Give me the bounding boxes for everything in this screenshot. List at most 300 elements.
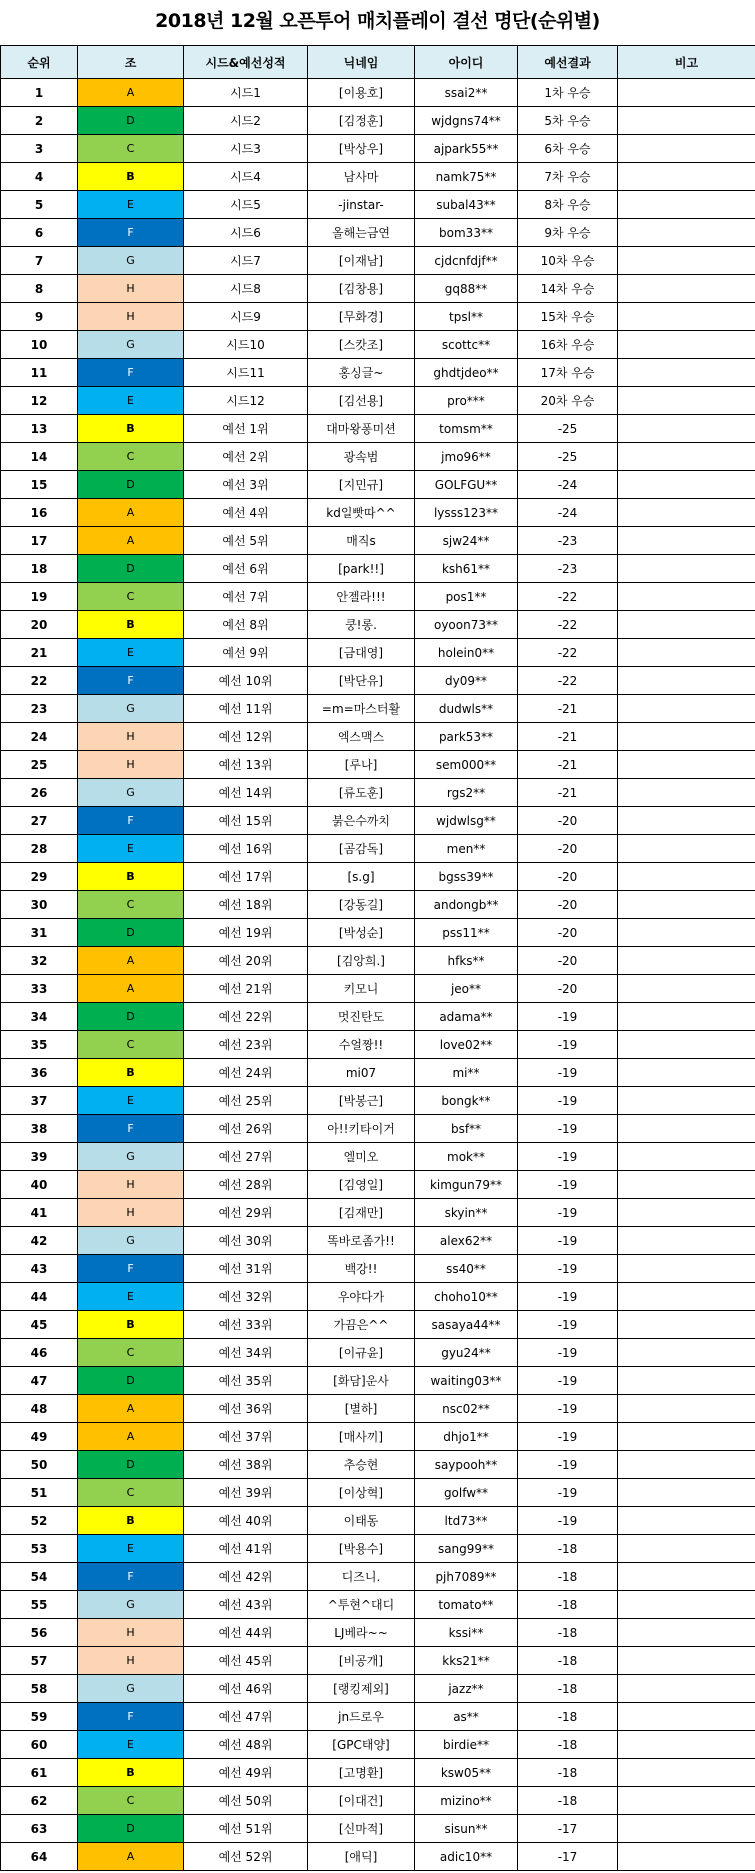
table-row [1,1339,755,1367]
seed-cell: 예선 41위 [184,1535,308,1563]
note-cell [618,1395,755,1423]
nickname-cell: 엘미오 [308,1143,415,1171]
table-row [1,415,755,443]
rank-cell: 52 [1,1507,78,1535]
table-row [1,1535,755,1563]
rank-cell: 22 [1,667,78,695]
nickname-cell: [매사끼] [308,1423,415,1451]
rank-cell: 13 [1,415,78,443]
id-cell: tomsm** [415,415,518,443]
rank-cell: 33 [1,975,78,1003]
rank-cell: 45 [1,1311,78,1339]
note-cell [618,1283,755,1311]
result-cell: -19 [518,1199,618,1227]
id-cell: holein0** [415,639,518,667]
group-cell: C [78,1031,184,1059]
id-cell: birdie** [415,1731,518,1759]
result-cell: -20 [518,863,618,891]
seed-cell: 시드3 [184,135,308,163]
rank-cell: 10 [1,331,78,359]
seed-cell: 예선 39위 [184,1479,308,1507]
group-cell: G [78,779,184,807]
seed-cell: 시드1 [184,79,308,107]
id-cell: ksh61** [415,555,518,583]
group-cell: E [78,191,184,219]
note-cell [618,1451,755,1479]
rank-cell: 48 [1,1395,78,1423]
result-cell: 16차 우승 [518,331,618,359]
nickname-cell: [박성순] [308,919,415,947]
rank-cell: 63 [1,1815,78,1843]
group-cell: A [78,527,184,555]
table-row [1,555,755,583]
group-cell: D [78,919,184,947]
result-cell: -20 [518,807,618,835]
nickname-cell: 안젤라!!! [308,583,415,611]
table-row [1,303,755,331]
nickname-cell: [김영일] [308,1171,415,1199]
table-row [1,751,755,779]
id-cell: kssi** [415,1619,518,1647]
result-cell: -20 [518,891,618,919]
result-cell: -19 [518,1143,618,1171]
result-cell: -19 [518,1003,618,1031]
note-cell [618,443,755,471]
nickname-cell: [루나] [308,751,415,779]
result-cell: 5차 우승 [518,107,618,135]
group-cell: B [78,163,184,191]
note-cell [618,499,755,527]
group-cell: F [78,1115,184,1143]
table-row [1,975,755,1003]
table-row [1,1731,755,1759]
group-cell: D [78,555,184,583]
group-cell: A [78,1395,184,1423]
note-cell [618,1591,755,1619]
result-cell: -24 [518,471,618,499]
table-row [1,471,755,499]
note-cell [618,471,755,499]
result-cell: -22 [518,667,618,695]
result-cell: -20 [518,919,618,947]
rank-cell: 12 [1,387,78,415]
rank-cell: 35 [1,1031,78,1059]
table-row [1,639,755,667]
rank-cell: 18 [1,555,78,583]
table-body [1,79,755,1871]
seed-cell: 예선 13위 [184,751,308,779]
nickname-cell: [애딕] [308,1843,415,1871]
seed-cell: 예선 28위 [184,1171,308,1199]
id-cell: gq88** [415,275,518,303]
rank-cell: 58 [1,1675,78,1703]
id-cell: ltd73** [415,1507,518,1535]
rank-cell: 64 [1,1843,78,1871]
table-row [1,611,755,639]
nickname-cell: 남사마 [308,163,415,191]
note-cell [618,415,755,443]
id-cell: park53** [415,723,518,751]
group-cell: A [78,975,184,1003]
seed-cell: 예선 17위 [184,863,308,891]
result-cell: 7차 우승 [518,163,618,191]
nickname-cell: 매직s [308,527,415,555]
result-cell: 14차 우승 [518,275,618,303]
group-cell: F [78,1255,184,1283]
result-cell: -20 [518,835,618,863]
id-cell: love02** [415,1031,518,1059]
note-cell [618,1311,755,1339]
table-row [1,443,755,471]
result-cell: -25 [518,443,618,471]
result-cell: -19 [518,1507,618,1535]
table-row [1,947,755,975]
seed-cell: 예선 1위 [184,415,308,443]
note-cell [618,275,755,303]
note-cell [618,779,755,807]
id-cell: men** [415,835,518,863]
id-cell: dhjo1** [415,1423,518,1451]
note-cell [618,1367,755,1395]
id-cell: pro*** [415,387,518,415]
nickname-cell: [고명환] [308,1759,415,1787]
result-cell: -18 [518,1731,618,1759]
nickname-cell: kd일빳따^^ [308,499,415,527]
rank-cell: 38 [1,1115,78,1143]
id-cell: bongk** [415,1087,518,1115]
table-row [1,247,755,275]
group-cell: A [78,947,184,975]
group-cell: F [78,1563,184,1591]
result-cell: -18 [518,1619,618,1647]
seed-cell: 예선 52위 [184,1843,308,1871]
rank-cell: 27 [1,807,78,835]
rank-cell: 30 [1,891,78,919]
note-cell [618,1759,755,1787]
id-cell: scottc** [415,331,518,359]
seed-cell: 예선 25위 [184,1087,308,1115]
id-cell: ss40** [415,1255,518,1283]
id-cell: dudwls** [415,695,518,723]
note-cell [618,1423,755,1451]
id-cell: lysss123** [415,499,518,527]
header-id: 아이디 [415,46,518,79]
id-cell: sem000** [415,751,518,779]
result-cell: -19 [518,1283,618,1311]
result-cell: 1차 우승 [518,79,618,107]
group-cell: D [78,471,184,499]
table-row [1,835,755,863]
nickname-cell: jn드로우 [308,1703,415,1731]
seed-cell: 시드6 [184,219,308,247]
seed-cell: 예선 5위 [184,527,308,555]
group-cell: F [78,359,184,387]
seed-cell: 예선 27위 [184,1143,308,1171]
note-cell [618,1703,755,1731]
table-row [1,1647,755,1675]
id-cell: rgs2** [415,779,518,807]
group-cell: H [78,1619,184,1647]
table-row [1,1255,755,1283]
id-cell: mok** [415,1143,518,1171]
note-cell [618,1787,755,1815]
result-cell: -19 [518,1339,618,1367]
group-cell: G [78,1143,184,1171]
result-cell: -19 [518,1395,618,1423]
seed-cell: 시드2 [184,107,308,135]
rank-cell: 56 [1,1619,78,1647]
nickname-cell: 똑바로좀가!! [308,1227,415,1255]
result-cell: -22 [518,583,618,611]
header-row [1,46,755,79]
table-row [1,1087,755,1115]
seed-cell: 예선 9위 [184,639,308,667]
seed-cell: 예선 37위 [184,1423,308,1451]
nickname-cell: [무화경] [308,303,415,331]
table-row [1,807,755,835]
seed-cell: 예선 24위 [184,1059,308,1087]
note-cell [618,1087,755,1115]
nickname-cell: [이규윤] [308,1339,415,1367]
seed-cell: 예선 32위 [184,1283,308,1311]
id-cell: gyu24** [415,1339,518,1367]
note-cell [618,1199,755,1227]
table-row [1,1367,755,1395]
group-cell: G [78,331,184,359]
group-cell: B [78,611,184,639]
group-cell: F [78,667,184,695]
id-cell: wjdwlsg** [415,807,518,835]
seed-cell: 시드9 [184,303,308,331]
rank-cell: 54 [1,1563,78,1591]
seed-cell: 시드7 [184,247,308,275]
group-cell: F [78,1703,184,1731]
note-cell [618,1003,755,1031]
rank-cell: 19 [1,583,78,611]
result-cell: -19 [518,1087,618,1115]
note-cell [618,807,755,835]
rank-cell: 16 [1,499,78,527]
rank-cell: 42 [1,1227,78,1255]
seed-cell: 시드11 [184,359,308,387]
result-cell: -19 [518,1255,618,1283]
seed-cell: 예선 36위 [184,1395,308,1423]
note-cell [618,975,755,1003]
group-cell: A [78,79,184,107]
id-cell: ksw05** [415,1759,518,1787]
rank-cell: 5 [1,191,78,219]
table-row [1,891,755,919]
rank-cell: 26 [1,779,78,807]
result-cell: -24 [518,499,618,527]
result-cell: -23 [518,527,618,555]
note-cell [618,611,755,639]
result-cell: -18 [518,1675,618,1703]
result-cell: 9차 우승 [518,219,618,247]
result-cell: -19 [518,1479,618,1507]
seed-cell: 예선 49위 [184,1759,308,1787]
group-cell: B [78,1059,184,1087]
seed-cell: 예선 6위 [184,555,308,583]
group-cell: E [78,1087,184,1115]
rank-cell: 28 [1,835,78,863]
nickname-cell: [김창용] [308,275,415,303]
seed-cell: 예선 23위 [184,1031,308,1059]
rank-cell: 46 [1,1339,78,1367]
rank-cell: 36 [1,1059,78,1087]
group-cell: E [78,835,184,863]
group-cell: D [78,1003,184,1031]
nickname-cell: [곰감독] [308,835,415,863]
seed-cell: 예선 18위 [184,891,308,919]
seed-cell: 예선 43위 [184,1591,308,1619]
result-cell: -18 [518,1759,618,1787]
result-cell: -21 [518,751,618,779]
result-cell: -20 [518,975,618,1003]
nickname-cell: =m=마스터활 [308,695,415,723]
nickname-cell: 아!!키타이거 [308,1115,415,1143]
table-row [1,1143,755,1171]
rank-cell: 37 [1,1087,78,1115]
nickname-cell: 붉은수까치 [308,807,415,835]
note-cell [618,1815,755,1843]
result-cell: -23 [518,555,618,583]
seed-cell: 예선 33위 [184,1311,308,1339]
group-cell: C [78,1787,184,1815]
seed-cell: 예선 50위 [184,1787,308,1815]
seed-cell: 예선 22위 [184,1003,308,1031]
group-cell: D [78,1451,184,1479]
seed-cell: 예선 34위 [184,1339,308,1367]
group-cell: F [78,807,184,835]
result-cell: -19 [518,1031,618,1059]
result-cell: -19 [518,1115,618,1143]
result-cell: -18 [518,1563,618,1591]
nickname-cell: 올해는금연 [308,219,415,247]
seed-cell: 예선 15위 [184,807,308,835]
seed-cell: 예선 10위 [184,667,308,695]
rank-cell: 20 [1,611,78,639]
nickname-cell: [스캇조] [308,331,415,359]
seed-cell: 예선 2위 [184,443,308,471]
note-cell [618,1647,755,1675]
id-cell: sisun** [415,1815,518,1843]
nickname-cell: 키모니 [308,975,415,1003]
rank-cell: 40 [1,1171,78,1199]
group-cell: B [78,415,184,443]
nickname-cell: 멋진탄도 [308,1003,415,1031]
id-cell: choho10** [415,1283,518,1311]
nickname-cell: [이대건] [308,1787,415,1815]
nickname-cell: 홍싱글~ [308,359,415,387]
table-row [1,275,755,303]
note-cell [618,331,755,359]
group-cell: E [78,639,184,667]
id-cell: sjw24** [415,527,518,555]
nickname-cell: [김앙희.] [308,947,415,975]
header-nickname: 닉네임 [308,46,415,79]
id-cell: GOLFGU** [415,471,518,499]
note-cell [618,1059,755,1087]
header-seed: 시드&예선성적 [184,46,308,79]
note-cell [618,1507,755,1535]
table-row [1,1787,755,1815]
group-cell: A [78,499,184,527]
result-cell: -18 [518,1535,618,1563]
table-row [1,79,755,107]
nickname-cell: 우야다가 [308,1283,415,1311]
rank-cell: 59 [1,1703,78,1731]
rank-cell: 60 [1,1731,78,1759]
group-cell: E [78,1535,184,1563]
seed-cell: 예선 47위 [184,1703,308,1731]
rank-cell: 62 [1,1787,78,1815]
nickname-cell: [류도훈] [308,779,415,807]
note-cell [618,247,755,275]
table-row [1,1423,755,1451]
nickname-cell: 대마왕퐁미션 [308,415,415,443]
id-cell: tomato** [415,1591,518,1619]
rank-cell: 3 [1,135,78,163]
seed-cell: 예선 16위 [184,835,308,863]
table-row [1,1591,755,1619]
result-cell: 20차 우승 [518,387,618,415]
group-cell: E [78,387,184,415]
seed-cell: 예선 38위 [184,1451,308,1479]
id-cell: golfw** [415,1479,518,1507]
table-row [1,1759,755,1787]
note-cell [618,723,755,751]
group-cell: C [78,1339,184,1367]
id-cell: alex62** [415,1227,518,1255]
table-row [1,723,755,751]
table-row [1,1059,755,1087]
id-cell: cjdcnfdjf** [415,247,518,275]
seed-cell: 예선 40위 [184,1507,308,1535]
id-cell: pos1** [415,583,518,611]
note-cell [618,1563,755,1591]
group-cell: C [78,583,184,611]
group-cell: C [78,1479,184,1507]
table-row [1,135,755,163]
id-cell: bgss39** [415,863,518,891]
table-row [1,1675,755,1703]
nickname-cell: [김선용] [308,387,415,415]
note-cell [618,1171,755,1199]
result-cell: 6차 우승 [518,135,618,163]
id-cell: adic10** [415,1843,518,1871]
rank-cell: 21 [1,639,78,667]
id-cell: waiting03** [415,1367,518,1395]
note-cell [618,191,755,219]
note-cell [618,1479,755,1507]
note-cell [618,1143,755,1171]
rank-cell: 44 [1,1283,78,1311]
rank-cell: 55 [1,1591,78,1619]
nickname-cell: [신마적] [308,1815,415,1843]
id-cell: bsf** [415,1115,518,1143]
nickname-cell: -jinstar- [308,191,415,219]
rank-cell: 15 [1,471,78,499]
rank-cell: 17 [1,527,78,555]
id-cell: dy09** [415,667,518,695]
nickname-cell: LJ베라~~ [308,1619,415,1647]
result-cell: -21 [518,695,618,723]
result-cell: -19 [518,1311,618,1339]
group-cell: A [78,1843,184,1871]
group-cell: G [78,1227,184,1255]
group-cell: E [78,1731,184,1759]
